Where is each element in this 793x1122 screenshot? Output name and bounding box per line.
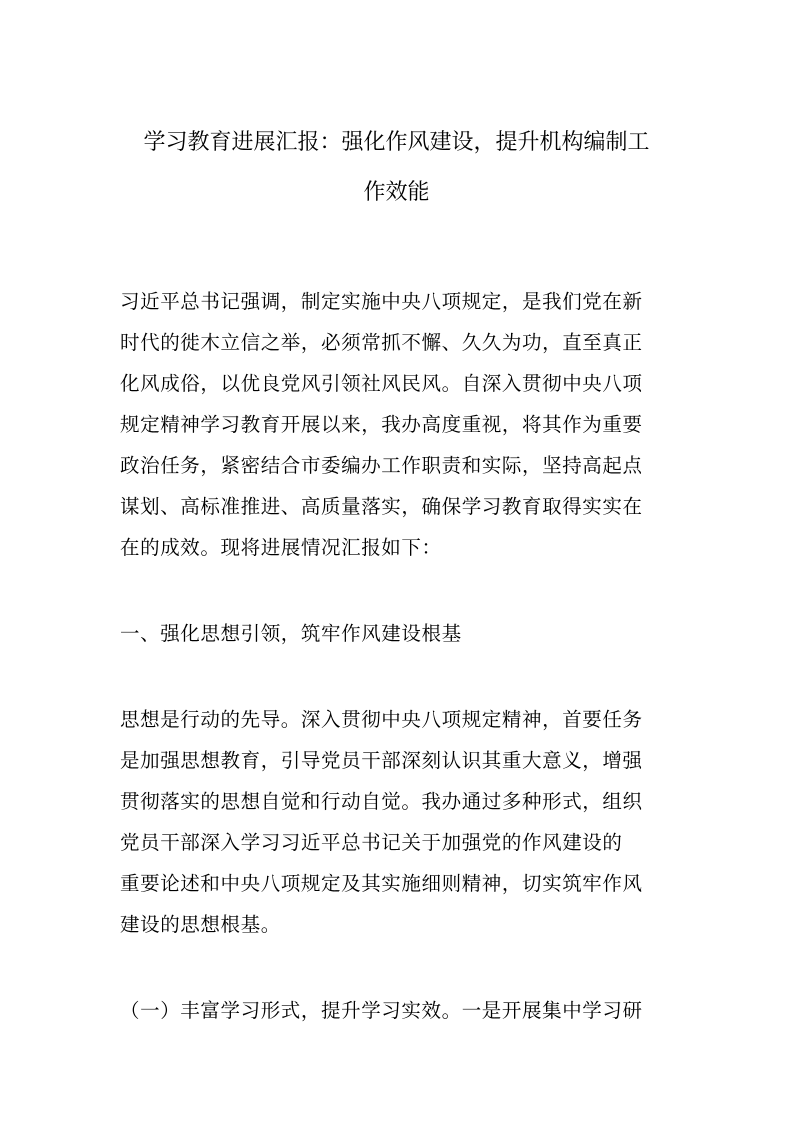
document-title-line-1: 学习教育进展汇报：强化作风建设，提升机构编制工 — [143, 130, 650, 155]
section-heading-1: 一、强化思想引领，筑牢作风建设根基 — [120, 622, 462, 645]
paragraph-1-line-6: 谋划、高标准推进、高质量落实，确保学习教育取得实实在 — [120, 495, 643, 518]
paragraph-2-line-2: 是加强思想教育，引导党员干部深刻认识其重大意义，增强 — [120, 749, 643, 772]
paragraph-1-line-3: 化风成俗，以优良党风引领社风民风。自深入贯彻中央八项 — [120, 372, 643, 395]
paragraph-1-line-4: 规定精神学习教育开展以来，我办高度重视，将其作为重要 — [120, 413, 643, 436]
paragraph-1-line-7: 在的成效。现将进展情况汇报如下： — [120, 536, 442, 559]
subsection-heading-1: （一）丰富学习形式，提升学习实效。一是开展集中学习研 — [120, 999, 643, 1022]
paragraph-2-line-6: 建设的思想根基。 — [120, 913, 281, 936]
paragraph-2-line-1: 思想是行动的先导。深入贯彻中央八项规定精神，首要任务 — [120, 708, 643, 731]
document-title-line-2: 作效能 — [363, 180, 430, 205]
paragraph-2-line-4: 党员干部深入学习习近平总书记关于加强党的作风建设的 — [120, 831, 623, 854]
paragraph-1-line-2: 时代的徙木立信之举，必须常抓不懈、久久为功，直至真正 — [120, 331, 643, 354]
paragraph-2-line-5: 重要论述和中央八项规定及其实施细则精神，切实筑牢作风 — [120, 872, 643, 895]
paragraph-2-line-3: 贯彻落实的思想自觉和行动自觉。我办通过多种形式，组织 — [120, 790, 643, 813]
paragraph-1-line-1: 习近平总书记强调，制定实施中央八项规定，是我们党在新 — [120, 290, 643, 313]
paragraph-1-line-5: 政治任务，紧密结合市委编办工作职责和实际，坚持高起点 — [120, 454, 643, 477]
